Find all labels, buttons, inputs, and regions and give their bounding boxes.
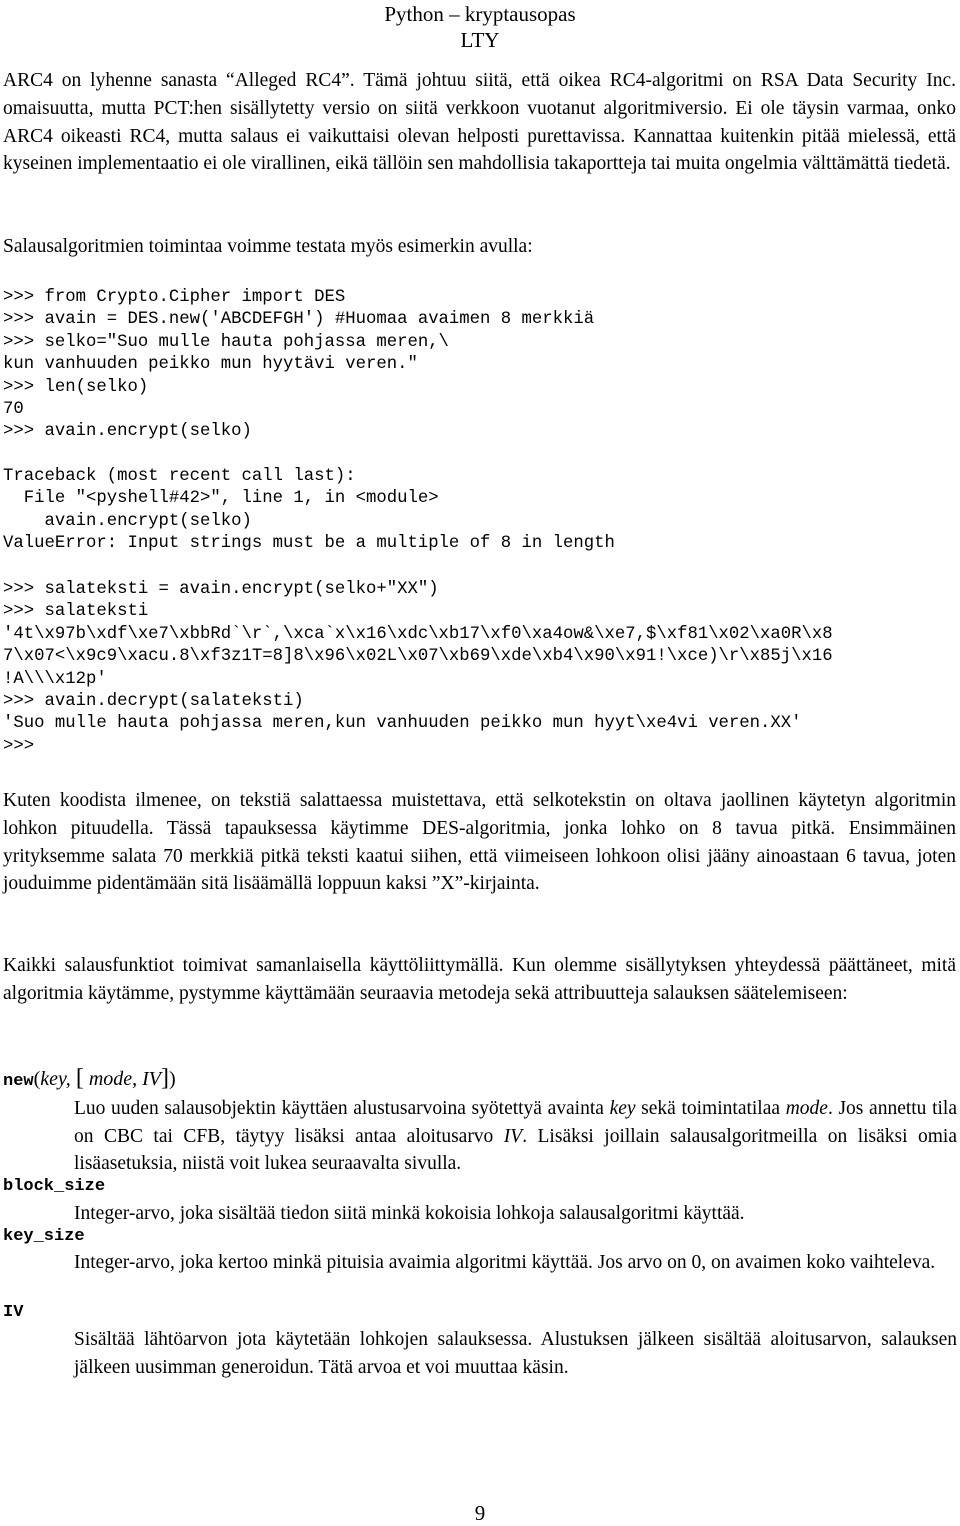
code-block-setup: >>> from Crypto.Cipher import DES >>> avain = DES.new('ABCDEFGH') #Huomaa avaimen 8 merkkiä >>> selko="Suo mulle hauta pohjassa meren,\ kun vanhuuden peikko mun hyytävi veren." >>> len(selko) 70 >>> avain.encrypt(selko) [3,288,595,442]
new-bracket-open: [ [75,1065,84,1091]
new-param-mode-iv: mode, IV [88,1068,162,1090]
code-block-encrypt: >>> salateksti = avain.encrypt(selko+"XX") >>> salateksti '4t\x97b\xdf\xe7\xbbRd`\r`,\xca`x\x16\xdc\xb17\xf0\xa4ow&\xe7,$\xf81\x02\xa0R\x8 7\x07<\x9c9\xacu.8\xf3z1T=8]8\x96\x02L\x07\xb69\xde\xb4\x90\x91!\xce)\r\x85j\x16 !A\\\x12p' >>> avain.decrypt(salateksti) 'Suo mulle hauta pohjassa meren,kun vanhuuden peikko mun hyyt\xe4vi veren.XX' >>> [3,580,833,756]
new-bracket-close: ] [161,1065,170,1091]
new-description: Luo uuden salausobjektin käyttäen alustusarvoina syötettyä avainta key sekä toimintatilaa mode. Jos annettu tila on CBC tai CFB, täytyy lisäksi antaa aloitusarvo IV. Lisäksi joillain salausalgoritmeilla on lisäksi omia lisäasetuksia, niistä voit lukea seuraavalta sivulla. [74,1098,958,1175]
code-block-traceback: Traceback (most recent call last): File "<pyshell#42>", line 1, in <module> avain.encrypt(selko) ValueError: Input strings must be a multiple of 8 in length [3,467,615,554]
paragraph-explanation: Kuten koodista ilmenee, on tekstiä salattaessa muistettava, että selkotekstin on oltava jaollinen käytetyn algoritmin lohkon pituudella. Tässä tapauksessa käytimme DES-algoritmia, jonka lohko on 8 tavua pitkä. Ensimmäinen yrityksemme salata 70 merkkiä pitkä teksti kaatui siihen, että viimeiseen lohkoon olisi jääny ainoastaan 6 tavua, joten jouduimme pidentämään sitä lisäämällä loppuun kaksi ”X”-kirjainta. [3,790,956,895]
block-size-term: block_size [3,1177,106,1196]
page-number: 9 [474,1501,486,1525]
paragraph-arc4: ARC4 on lyhenne sanasta “Alleged RC4”. Tämä johtuu siitä, että oikea RC4-algoritmi on RSA Data Security Inc. omaisuutta, mutta PCT:hen sisällytetty versio on siitä verkkoon vuotanut algoritmiversio. Ei ole täysin varmaa, onko ARC4 oikeasti RC4, mutta salaus ei vaikuttaisi olevan helposti purettavissa. Kannattaa kuitenkin pitää mielessä, että kyseinen implementaatio ei ole virallinen, eikä tällöin sen mahdollisia takaportteja tai muita ongelmia välttämättä tiedetä. [3,70,956,175]
new-close-paren: ) [169,1068,176,1090]
new-param-key: key, [40,1068,71,1090]
header-title: Python – kryptausopas [384,2,576,26]
iv-description: Sisältää lähtöarvon jota käytetään lohkojen salauksessa. Alustuksen jälkeen sisältää aloitusarvon, salauksen jälkeen uusimman generoidun. Tätä arvoa et voi muuttaa käsin. [74,1329,957,1378]
new-signature [3,1065,176,1095]
paragraph-interface: Kaikki salausfunktiot toimivat samanlaisella käyttöliittymällä. Kun olemme sisällytyksen yhteydessä päättäneet, mitä algoritmia käytämme, pystymme käyttämään seuraavia metodeja sekä attribuutteja salauksen säätelemiseen: [3,955,956,1004]
iv-term: IV [3,1303,24,1322]
new-function-name: new [3,1072,34,1091]
key-size-description: Integer-arvo, joka kertoo minkä pituisia avaimia algoritmi käyttää. Jos arvo on 0, on avaimen koko vaihteleva. [74,1252,936,1273]
new-open-paren: ( [33,1068,41,1090]
block-size-description: Integer-arvo, joka sisältää tiedon siitä minkä kokoisia lohkoja salausalgoritmi käyttää. [74,1203,745,1224]
header-subtitle: LTY [460,28,500,52]
paragraph-example-intro: Salausalgoritmien toimintaa voimme testata myös esimerkin avulla: [3,236,533,257]
key-size-term: key_size [3,1227,85,1246]
